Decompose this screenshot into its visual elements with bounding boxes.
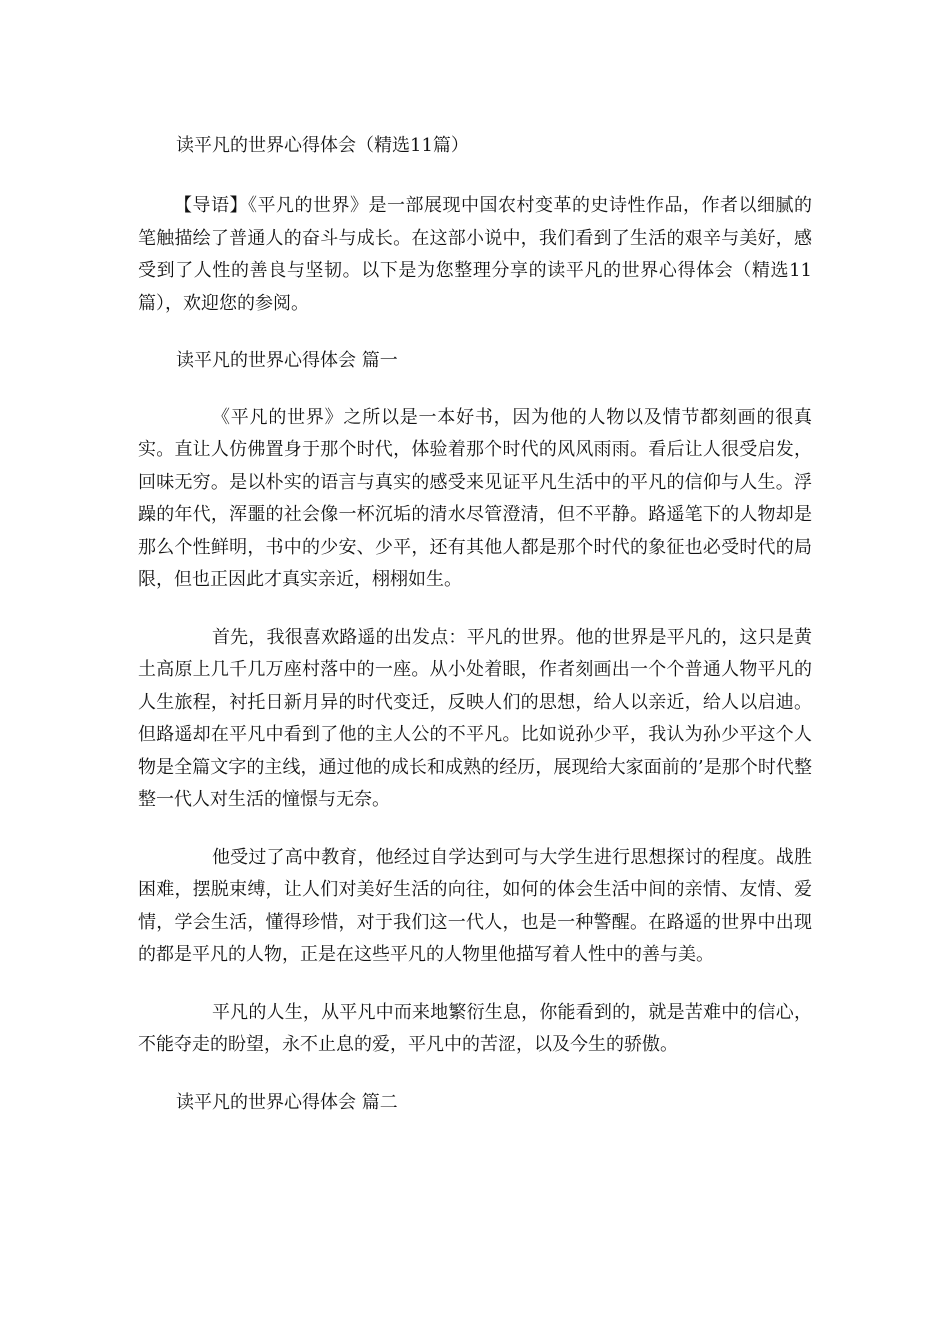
section-1-paragraph-1: 《平凡的世界》之所以是一本好书，因为他的人物以及情节都刻画的很真实。直让人仿佛置身于那个时代，体验着那个时代的风风雨雨。看后让人很受启发，回味无穷。是以朴实的语言与真实的感受来见证平凡生活中的平凡的信仰与人生。浮躁的年代，浑噩的社会像一杯沉垢的清水尽管澄清，但不平静。路遥笔下的人物却是那么个性鲜明，书中的少安、少平，还有其他人都是那个时代的象征也必受时代的局限，但也正因此才真实亲近，栩栩如生。 [138,406,812,590]
section-1-paragraph-4: 平凡的人生，从平凡中而来地繁衍生息，你能看到的，就是苦难中的信心，不能夺走的盼望，永不止息的爱，平凡中的苦涩，以及今生的骄傲。 [138,1001,812,1055]
section-1-paragraph-3: 他受过了高中教育，他经过自学达到可与大学生进行思想探讨的程度。战胜困难，摆脱束缚，让人们对美好生活的向往，如何的体会生活中间的亲情、友情、爱情，学会生活，懂得珍惜，对于我们这一代人，也是一种警醒。在路遥的世界中出现的都是平凡的人物，正是在这些平凡的人物里他描写着人性中的善与美。 [138,846,812,965]
section-1-paragraph-2: 首先，我很喜欢路遥的出发点：平凡的世界。他的世界是平凡的，这只是黄土高原上几千几万座村落中的一座。从小处着眼，作者刻画出一个个普通人物平凡的人生旅程，衬托日新月异的时代变迁，反映人们的思想，给人以亲近，给人以启迪。但路遥却在平凡中看到了他的主人公的不平凡。比如说孙少平，我认为孙少平这个人物是全篇文字的主线，通过他的成长和成熟的经历，展现给大家面前的’是那个时代整整一代人对生活的憧憬与无奈。 [138,626,812,810]
section-2-heading: 读平凡的世界心得体会 篇二 [176,1091,398,1113]
intro-paragraph: 【导语】《平凡的世界》是一部展现中国农村变革的史诗性作品，作者以细腻的笔触描绘了普通人的奋斗与成长。在这部小说中，我们看到了生活的艰辛与美好，感受到了人性的善良与坚韧。以下是为您整理分享的读平凡的世界心得体会（精选11篇），欢迎您的参阅。 [138,195,812,314]
document-page [138,128,812,1143]
document-title: 读平凡的世界心得体会（精选11篇） [176,135,469,156]
section-1-heading: 读平凡的世界心得体会 篇一 [176,350,398,371]
